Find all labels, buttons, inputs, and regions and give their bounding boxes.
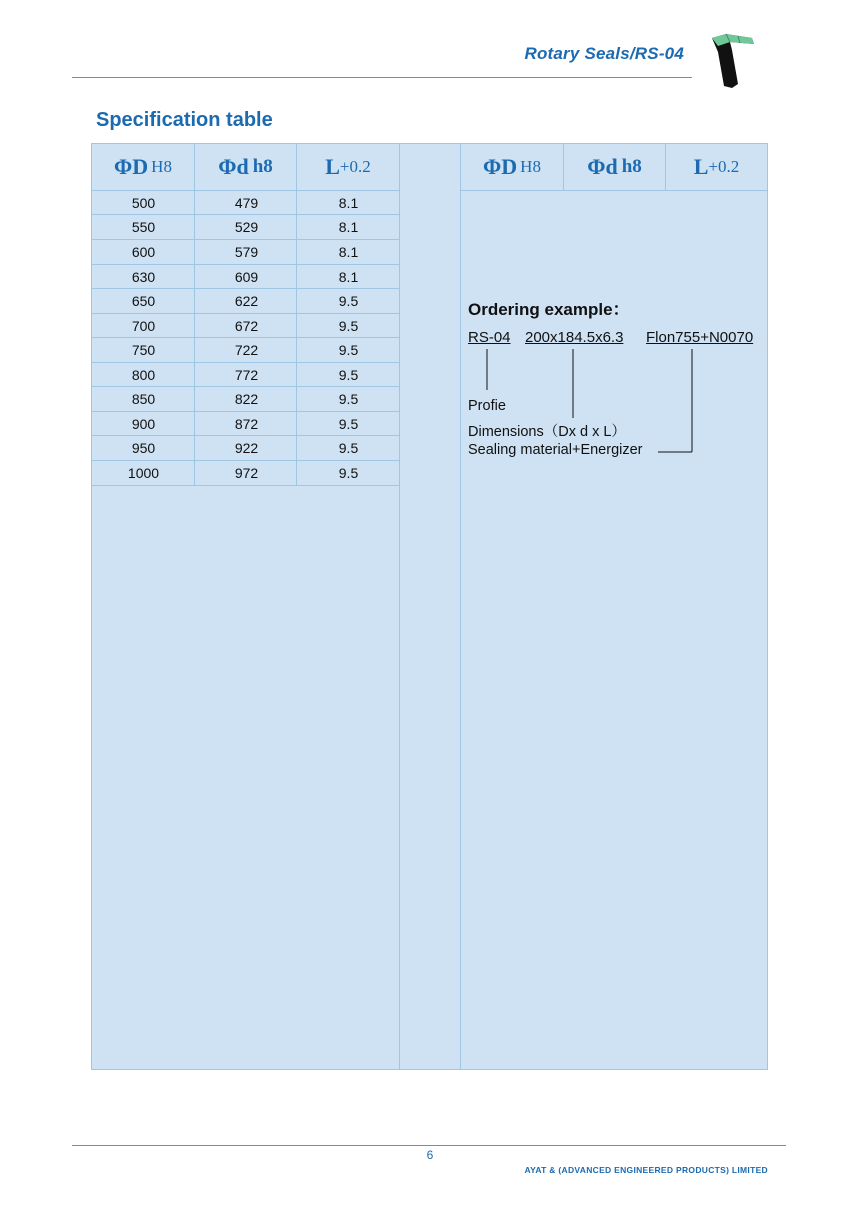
rotary-seal-icon: [708, 30, 758, 92]
header-symbol: L: [325, 154, 340, 179]
cell-length: 8.1: [338, 269, 359, 285]
cell-outer-diameter: 550: [131, 219, 156, 235]
cell-length: 9.5: [338, 391, 359, 407]
row-divider: [92, 460, 399, 461]
cell-length: 9.5: [338, 293, 359, 309]
cell-length: 9.5: [338, 367, 359, 383]
ordering-example-title: Ordering example：: [468, 300, 630, 319]
cell-inner-diameter: 609: [234, 269, 259, 285]
row-divider: [92, 386, 399, 387]
row-divider: [92, 485, 399, 486]
label-profile: Profie: [468, 398, 506, 414]
cell-inner-diameter: 622: [234, 293, 259, 309]
header-inner-diameter: [195, 144, 296, 190]
cell-outer-diameter: 700: [131, 318, 156, 334]
header-length: [297, 144, 399, 190]
cell-outer-diameter: 800: [131, 367, 156, 383]
header-length-right: [666, 144, 767, 190]
page-number: 6: [426, 1148, 434, 1162]
footer-divider: [72, 1145, 786, 1146]
label-dimensions: Dimensions（Dx d x L）: [468, 424, 626, 440]
cell-inner-diameter: 722: [234, 342, 259, 358]
row-divider: [92, 239, 399, 240]
cell-length: 8.1: [338, 195, 359, 211]
row-divider: [92, 337, 399, 338]
header-tolerance: H8: [520, 157, 541, 176]
row-divider: [92, 313, 399, 314]
header-tolerance: H8: [151, 157, 172, 176]
table-row: [92, 461, 399, 485]
cell-outer-diameter: 630: [131, 269, 156, 285]
header-tolerance: h8: [252, 156, 273, 177]
row-divider: [92, 214, 399, 215]
cell-outer-diameter: 750: [131, 342, 156, 358]
table-row: [92, 289, 399, 313]
row-divider: [92, 362, 399, 363]
header-symbol: Φd: [587, 154, 618, 179]
table-row: [92, 412, 399, 436]
cell-inner-diameter: 822: [234, 391, 259, 407]
header-tolerance: +0.2: [339, 157, 371, 176]
cell-inner-diameter: 579: [234, 244, 259, 260]
code-profile: RS-04: [468, 329, 511, 346]
table-row: [92, 387, 399, 411]
cell-length: 9.5: [338, 342, 359, 358]
header-outer-diameter-right: [461, 144, 563, 190]
cell-outer-diameter: 1000: [127, 465, 160, 481]
header-inner-diameter-right: [564, 144, 665, 190]
cell-length: 8.1: [338, 244, 359, 260]
cell-inner-diameter: 672: [234, 318, 259, 334]
header-title: Rotary Seals/RS-04: [524, 44, 684, 63]
company-name: AYAT & (ADVANCED ENGINEERED PRODUCTS) LIMITED: [524, 1165, 768, 1175]
header-symbol: Φd: [218, 154, 249, 179]
cell-inner-diameter: 922: [234, 440, 259, 456]
cell-inner-diameter: 772: [234, 367, 259, 383]
row-divider: [92, 288, 399, 289]
table-row: [92, 215, 399, 239]
cell-outer-diameter: 950: [131, 440, 156, 456]
table-row: [92, 191, 399, 215]
table-row: [92, 338, 399, 362]
header-symbol: ΦD: [114, 154, 149, 179]
table-row: [92, 436, 399, 460]
cell-outer-diameter: 500: [131, 195, 156, 211]
header-tolerance: h8: [621, 156, 642, 177]
table-row: [92, 314, 399, 338]
header-symbol: ΦD: [483, 154, 518, 179]
cell-inner-diameter: 479: [234, 195, 259, 211]
cell-outer-diameter: 650: [131, 293, 156, 309]
row-divider: [92, 411, 399, 412]
cell-outer-diameter: 600: [131, 244, 156, 260]
header-outer-diameter: [92, 144, 194, 190]
cell-length: 9.5: [338, 465, 359, 481]
cell-inner-diameter: 529: [234, 219, 259, 235]
table-row: [92, 240, 399, 264]
row-divider: [92, 435, 399, 436]
code-dimensions: 200x184.5x6.3: [525, 329, 624, 346]
header-divider: [72, 77, 692, 78]
cell-length: 9.5: [338, 416, 359, 432]
section-title: Specification table: [96, 109, 273, 131]
table-row: [92, 363, 399, 387]
cell-length: 9.5: [338, 318, 359, 334]
header-symbol: L: [693, 154, 709, 179]
cell-outer-diameter: 900: [131, 416, 156, 432]
column-divider: [399, 144, 400, 1069]
row-divider: [92, 264, 399, 265]
code-material: Flon755+N0070: [646, 329, 754, 346]
cell-inner-diameter: 872: [234, 416, 259, 432]
table-row: [92, 265, 399, 289]
cell-outer-diameter: 850: [131, 391, 156, 407]
label-material: Sealing material+Energizer: [468, 442, 643, 458]
cell-length: 8.1: [338, 219, 359, 235]
cell-inner-diameter: 972: [234, 465, 259, 481]
header-tolerance: +0.2: [708, 157, 740, 176]
column-divider: [460, 144, 461, 1069]
cell-length: 9.5: [338, 440, 359, 456]
header-row-divider: [460, 190, 767, 191]
